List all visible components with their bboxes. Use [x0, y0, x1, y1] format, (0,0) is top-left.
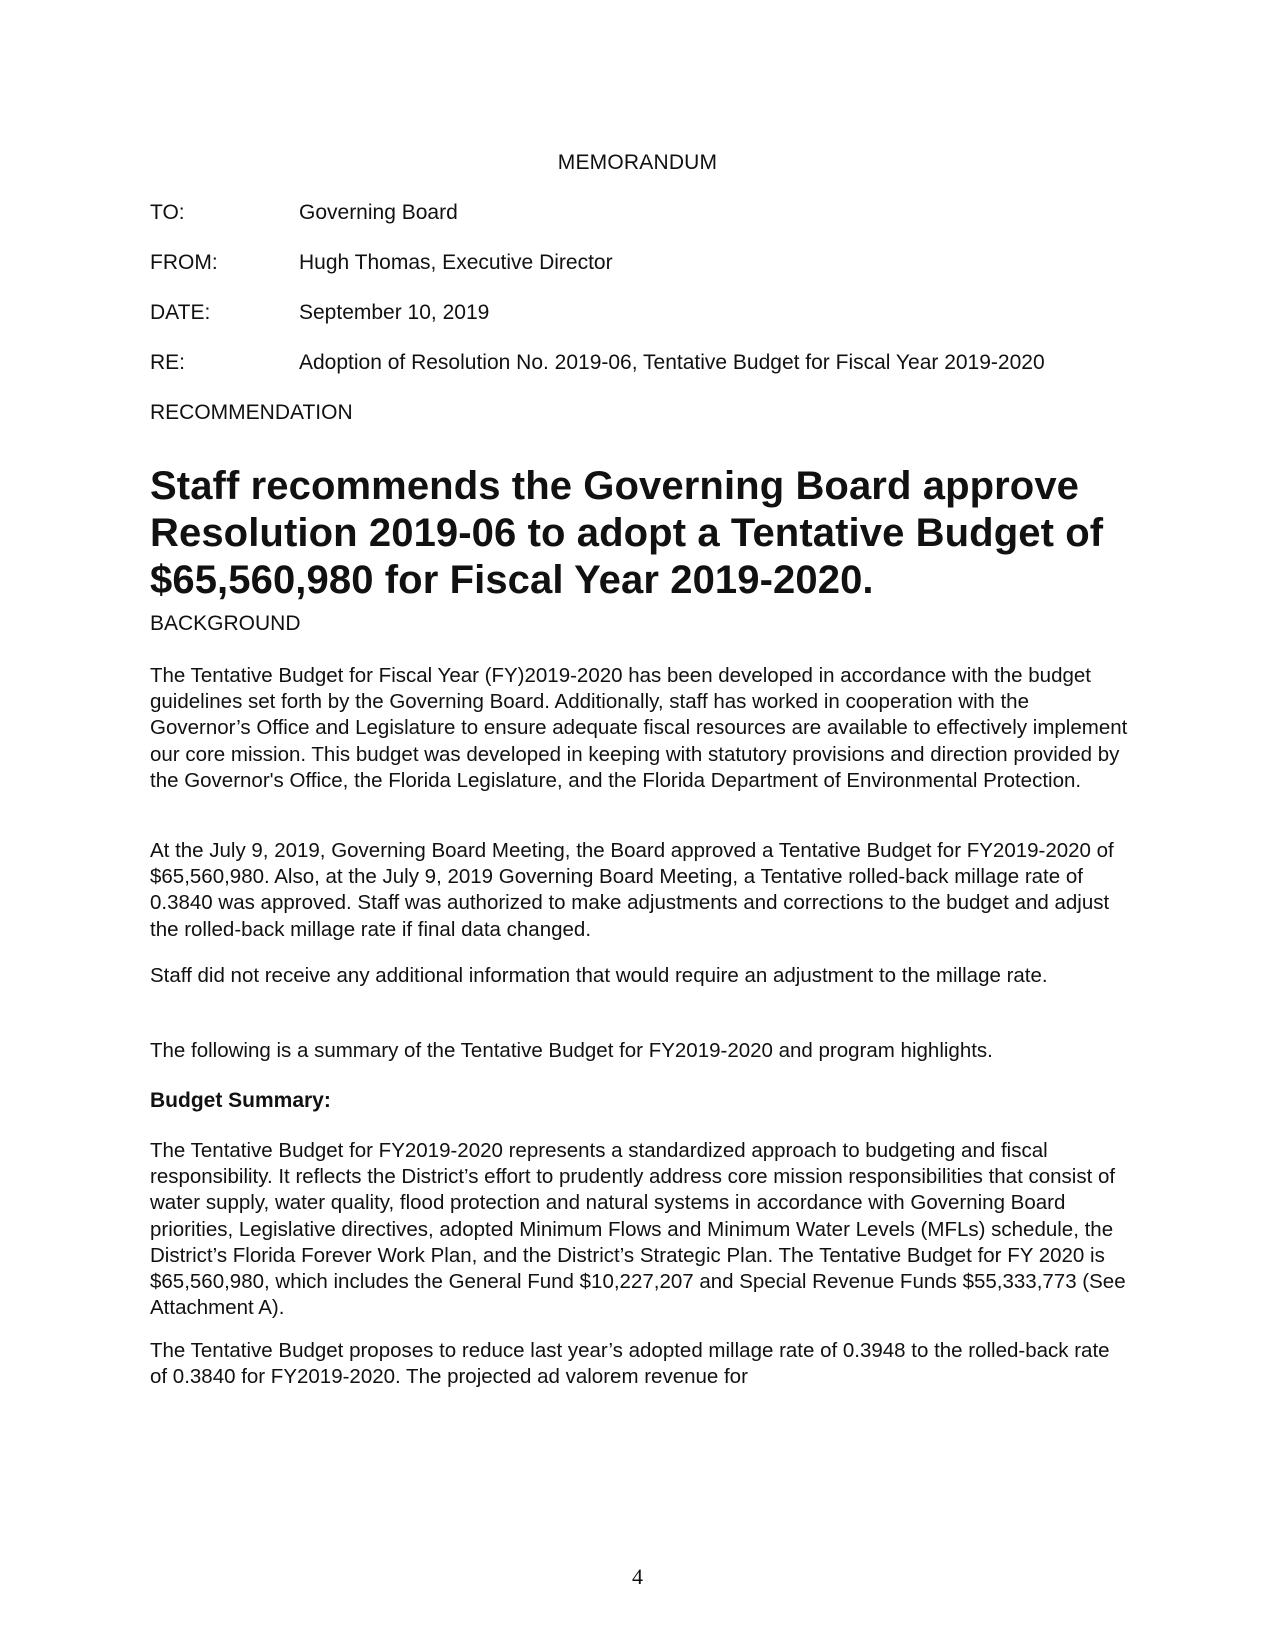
background-paragraph-2: At the July 9, 2019, Governing Board Meeting, the Board approved a Tentative Budget for FY2019-2020 of $65,560,980. Also, at the July 9, 2019 Governing Board Meeting, a Tentative rolled-back millage rate of 0.3840 was approved. Staff was authorized to make adjustments and corrections to the budget and adjust the rolled-back millage rate if final data changed.	[150, 839, 1114, 941]
budget-summary-heading: Budget Summary:	[150, 1089, 331, 1112]
memo-re-value: Adoption of Resolution No. 2019-06, Tentative Budget for Fiscal Year 2019-2020	[299, 351, 1045, 374]
memo-to-label: TO:	[150, 201, 185, 224]
page-number: 4	[632, 1564, 643, 1589]
budget-summary-paragraph-1: The Tentative Budget for FY2019-2020 represents a standardized approach to budgeting and fiscal responsibility. It reflects the District’s effort to prudently address core mission responsibilities that consist of water supply, water quality, flood protection and natural systems in accordance with Governing Board priorities, Legislative directives, adopted Minimum Flows and Minimum Water Levels (MFLs) schedule, the District’s Florida Forever Work Plan, and the District’s Strategic Plan. The Tentative Budget for FY 2020 is $65,560,980, which includes the General Fund $10,227,207 and Special Revenue Funds $55,333,773 (See Attachment A).	[150, 1139, 1126, 1320]
memo-from-label: FROM:	[150, 251, 218, 274]
memo-date-value: September 10, 2019	[299, 301, 490, 324]
background-paragraph-1: The Tentative Budget for Fiscal Year (FY)2019-2020 has been developed in accordance with the budget guidelines set forth by the Governing Board. Additionally, staff has worked in cooperation with the Governor’s Office and Legislature to ensure adequate fiscal resources are available to effectively implement our core mission. This budget was developed in keeping with statutory provisions and direction provided by the Governor's Office, the Florida Legislature, and the Florida Department of Environmental Protection.	[150, 664, 1128, 792]
memo-title: MEMORANDUM	[557, 151, 718, 174]
recommendation-statement: Staff recommends the Governing Board approve Resolution 2019-06 to adopt a Tentative Budget of $65,560,980 for Fiscal Year 2019-2020.	[150, 464, 1104, 602]
memo-date-label: DATE:	[150, 301, 211, 324]
memo-re-label: RE:	[150, 351, 186, 374]
background-heading: BACKGROUND	[150, 612, 301, 635]
memo-from-value: Hugh Thomas, Executive Director	[299, 251, 613, 274]
budget-summary-paragraph-2: The Tentative Budget proposes to reduce last year’s adopted millage rate of 0.3948 to the rolled-back rate of 0.3840 for FY2019-2020. The projected ad valorem revenue for	[150, 1339, 1110, 1389]
memo-to-value: Governing Board	[299, 201, 458, 224]
background-paragraph-3: Staff did not receive any additional information that would require an adjustment to the millage rate.	[150, 964, 1048, 987]
recommendation-heading: RECOMMENDATION	[150, 401, 353, 424]
background-paragraph-4: The following is a summary of the Tentative Budget for FY2019-2020 and program highlights.	[150, 1039, 993, 1062]
